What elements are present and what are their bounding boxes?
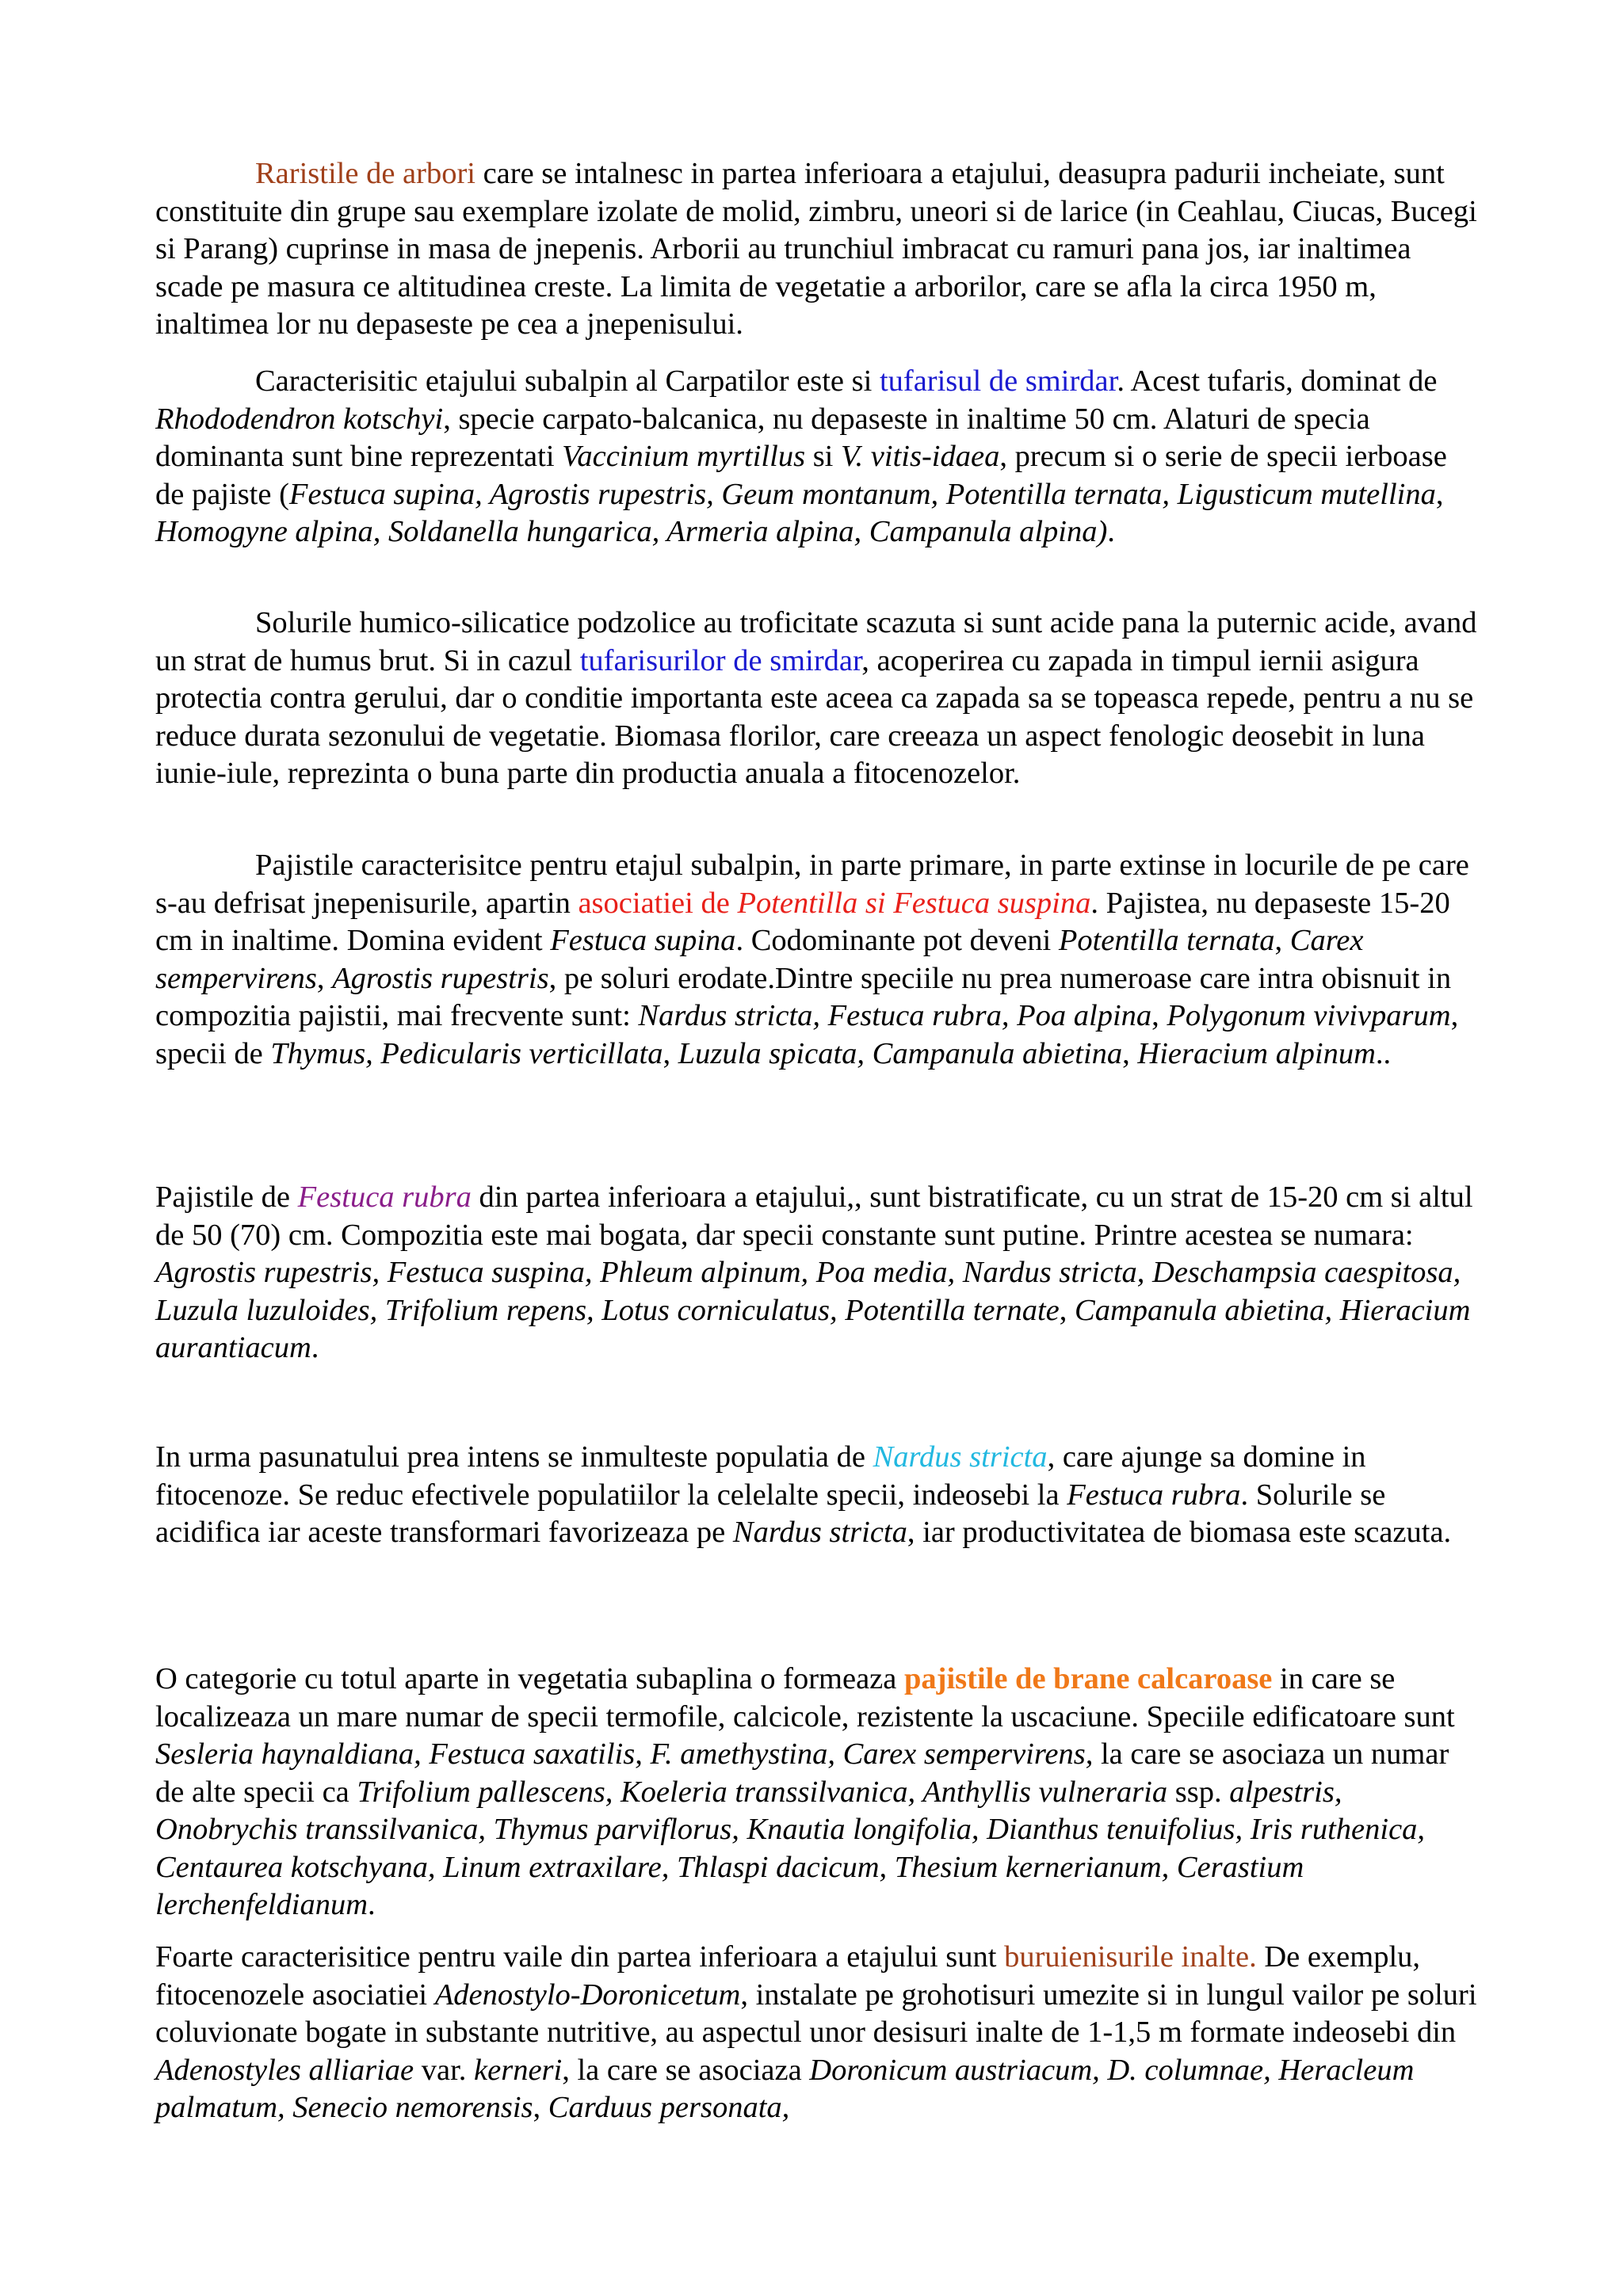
text: care se intalnesc in partea inferioara a etajului, deasupra padurii incheiate, sunt constituite din grupe sau exemplare izolate de molid, zimbru, uneori si de larice (in Ceahlau, Ciucas, Bucegi si Parang) cuprinse in masa de jnepenis. Arborii au trunchiul imbracat cu ramuri pana jos, iar inaltimea scade pe masura ce altitudinea creste. La limita de vegetatie a arborilor, care se afla la circa 1950 m, inaltimea lor nu depaseste pe cea a jnepenisului. — [155, 157, 1477, 341]
species-name: Campanula abietina, Hieracium aurantiacum — [155, 1293, 1471, 1364]
text: Caracterisitic etajului subalpin al Carpatilor este si — [255, 364, 880, 398]
species-name: Thymus, Pedicularis verticillata — [270, 1036, 663, 1070]
species-name: Festuca supina — [550, 924, 736, 957]
highlight-nardus-stricta: Nardus stricta — [873, 1440, 1048, 1474]
highlight-smirdar-shrublands: tufarisurilor de smirdar — [579, 643, 862, 677]
text: , — [316, 961, 333, 995]
text: . Codominante pot deveni — [735, 924, 1059, 957]
text: Pajistile caracterisitce pentru etajul subalpin, in parte primare, in parte extinse in locurile de pe care s-au defrisat jnepenisurile, apartin — [155, 849, 1469, 920]
species-name: Festuca rubra — [1067, 1478, 1241, 1512]
text: , — [533, 2091, 548, 2124]
species-name: Carex sempervirens — [155, 924, 1364, 995]
species-name: Doronicum austriacum, D. columnae, Heracleum palmatum, Senecio nemorensis — [155, 2053, 1415, 2124]
species-name: Adenostyles alliariae — [155, 2053, 414, 2087]
text: , — [1151, 999, 1167, 1032]
species-name: V. vitis-idaea — [841, 440, 1000, 473]
species-name: Hieracium alpinum — [1137, 1036, 1376, 1070]
text: in care se localizeaza un mare numar de specii termofile, calcicole, rezistente la uscaciune. Speciile edificatoare sunt — [155, 1662, 1455, 1733]
text: , instalate pe grohotisuri umezite si in lungul vailor pe soluri coluvionate bogate in substante nutritive, au aspectul unor desisuri inalte de 1-1,5 m formate indeosebi din — [155, 1978, 1477, 2049]
species-name: alpestris, Onobrychis transsilvanica, Thymus parviflorus, Knautia longifolia, Dianthus tenuifolius, Iris ruthenica, Centaurea kotschyana, Linum extraxilare, Thlaspi dacicum, Thesium kernerianum, Cerastium lerchenfeldianum — [155, 1775, 1426, 1921]
paragraph-festuca-rubra — [155, 1179, 1479, 1367]
species-name: kerneri — [474, 2053, 563, 2087]
text: , — [1274, 924, 1290, 957]
species-name: Nardus stricta — [732, 1516, 907, 1549]
text: Foarte caracterisitice pentru vaile din partea inferioara a etajului sunt — [155, 1940, 1005, 1974]
text: . Acest tufaris, dominat de — [1117, 364, 1438, 398]
paragraph-tree-stands — [155, 155, 1479, 344]
species-name: Agrostis rupestris — [332, 961, 549, 995]
species-name: Luzula spicata, Campanula abietina — [678, 1036, 1123, 1070]
species-name: Sesleria haynaldiana, Festuca saxatilis, F. amethystina, Carex sempervirens, — [155, 1737, 1094, 1771]
text: ssp. — [1167, 1775, 1230, 1809]
text: .. — [1375, 1036, 1392, 1070]
text: , — [1435, 477, 1444, 511]
species-name: Nardus stricta, Festuca rubra, Poa alpina — [638, 999, 1152, 1032]
text: Solurile humico-silicatice podzolice au troficitate scazuta si sunt acide pana la puternic acide, avand un strat de humus brut. Si in cazul — [155, 606, 1477, 677]
text: In urma pasunatului prea intens se inmulteste populatia de — [155, 1440, 873, 1474]
text: , precum si o serie de specii ierboase de pajiste ( — [155, 440, 1447, 511]
paragraph-soils — [155, 605, 1479, 793]
species-name: Rhododendron kotschyi — [155, 402, 444, 436]
text: , pe soluri erodate.Dintre speciile nu prea numeroase care intra obisnuit in compozitia pajistii, mai frecvente sunt: — [155, 961, 1452, 1032]
highlight-tree-stands: Raristile de arbori — [255, 157, 475, 190]
paragraph-smirdar-shrubland — [155, 363, 1479, 551]
text: si — [805, 440, 841, 473]
highlight-calcareous-grasslands: pajistile de brane calcaroase — [903, 1662, 1273, 1695]
species-name: Trifolium pallescens, Koeleria transsilvanica, Anthyllis vulneraria — [357, 1775, 1168, 1809]
text: , specii de — [155, 999, 1459, 1070]
text: var. — [414, 2053, 475, 2087]
text: Pajistile de — [155, 1180, 298, 1214]
text: O categorie cu totul aparte in vegetatia subaplina o formeaza — [155, 1662, 904, 1695]
species-name: Agrostis rupestris, Festuca suspina, Phleum alpinum, Poa media, Nardus stricta, Deschampsia caespitosa, Luzula luzuloides, Trifolium repens, Lotus corniculatus, Potentilla ternate — [155, 1256, 1461, 1327]
text: , la care se asociaza — [562, 2053, 810, 2087]
highlight-association: asociatiei de — [578, 886, 738, 920]
species-name: Festuca supina, Agrostis rupestris, Geum montanum, Potentilla ternata, Ligusticum mutellina — [288, 477, 1436, 511]
highlight-tall-herbs: buruienisurile inalte. — [1004, 1940, 1257, 1974]
text: , — [663, 1036, 678, 1070]
text: la care se asociaza un numar de alte specii ca — [155, 1737, 1449, 1809]
text: . — [1107, 515, 1115, 548]
text: . — [368, 1888, 376, 1921]
text: . Solurile se acidifica iar aceste transformari favorizeaza pe — [155, 1478, 1386, 1549]
text: , care ajunge sa domine in fitocenoze. Se reduc efectivele populatiilor la celelalte specii, indeosebi la — [155, 1440, 1366, 1512]
highlight-smirdar: tufarisul de smirdar — [879, 364, 1117, 398]
text: , acoperirea cu zapada in timpul iernii asigura protectia contra gerului, dar o conditie importanta este aceea ca zapada sa se topeasca repede, pentru a nu se reduce durata sezonului de vegetatie. Biomasa florilor, care creeaza un aspect fenologic deosebit in luna iunie-iule, reprezinta o buna parte din productia anuala a fitocenozelor. — [155, 643, 1474, 790]
species-name: Carduus personata, — [548, 2091, 790, 2124]
text: , — [1122, 1036, 1138, 1070]
text: , — [1059, 1293, 1075, 1327]
text: . Pajistea, nu depaseste 15-20 cm in inaltime. Domina evident — [155, 886, 1450, 957]
text: De exemplu, fitocenozele asociatiei — [155, 1940, 1421, 2012]
text: , iar productivitatea de biomasa este scazuta. — [907, 1516, 1452, 1549]
highlight-festuca-rubra: Festuca rubra — [297, 1180, 472, 1214]
species-name: Potentilla ternata — [1058, 924, 1275, 957]
paragraph-calcareous-grasslands — [155, 1661, 1479, 1924]
text: , specie carpato-balcanica, nu depaseste in inaltime 50 cm. Alaturi de specia dominanta sunt bine reprezentati — [155, 402, 1370, 473]
species-name: Homogyne alpina, Soldanella hungarica, Armeria alpina, Campanula alpina) — [155, 515, 1108, 548]
text: din partea inferioara a etajului,, sunt bistratificate, cu un strat de 15-20 cm si altul de 50 (70) cm. Compozitia este mai bogata, dar specii constante sunt putine. Printre acestea se numara: — [155, 1180, 1473, 1252]
text: . — [311, 1331, 319, 1364]
highlight-association-species: Potentilla si Festuca suspina — [737, 886, 1091, 920]
species-name: Polygonum vivivparum — [1167, 999, 1451, 1032]
species-name: Vaccinium myrtillus — [562, 440, 806, 473]
paragraph-tall-herbs — [155, 1939, 1479, 2127]
paragraph-subalpine-grasslands — [155, 847, 1479, 1073]
species-name: Adenostylo-Doronicetum — [434, 1978, 741, 2012]
paragraph-nardus-stricta — [155, 1439, 1479, 1552]
